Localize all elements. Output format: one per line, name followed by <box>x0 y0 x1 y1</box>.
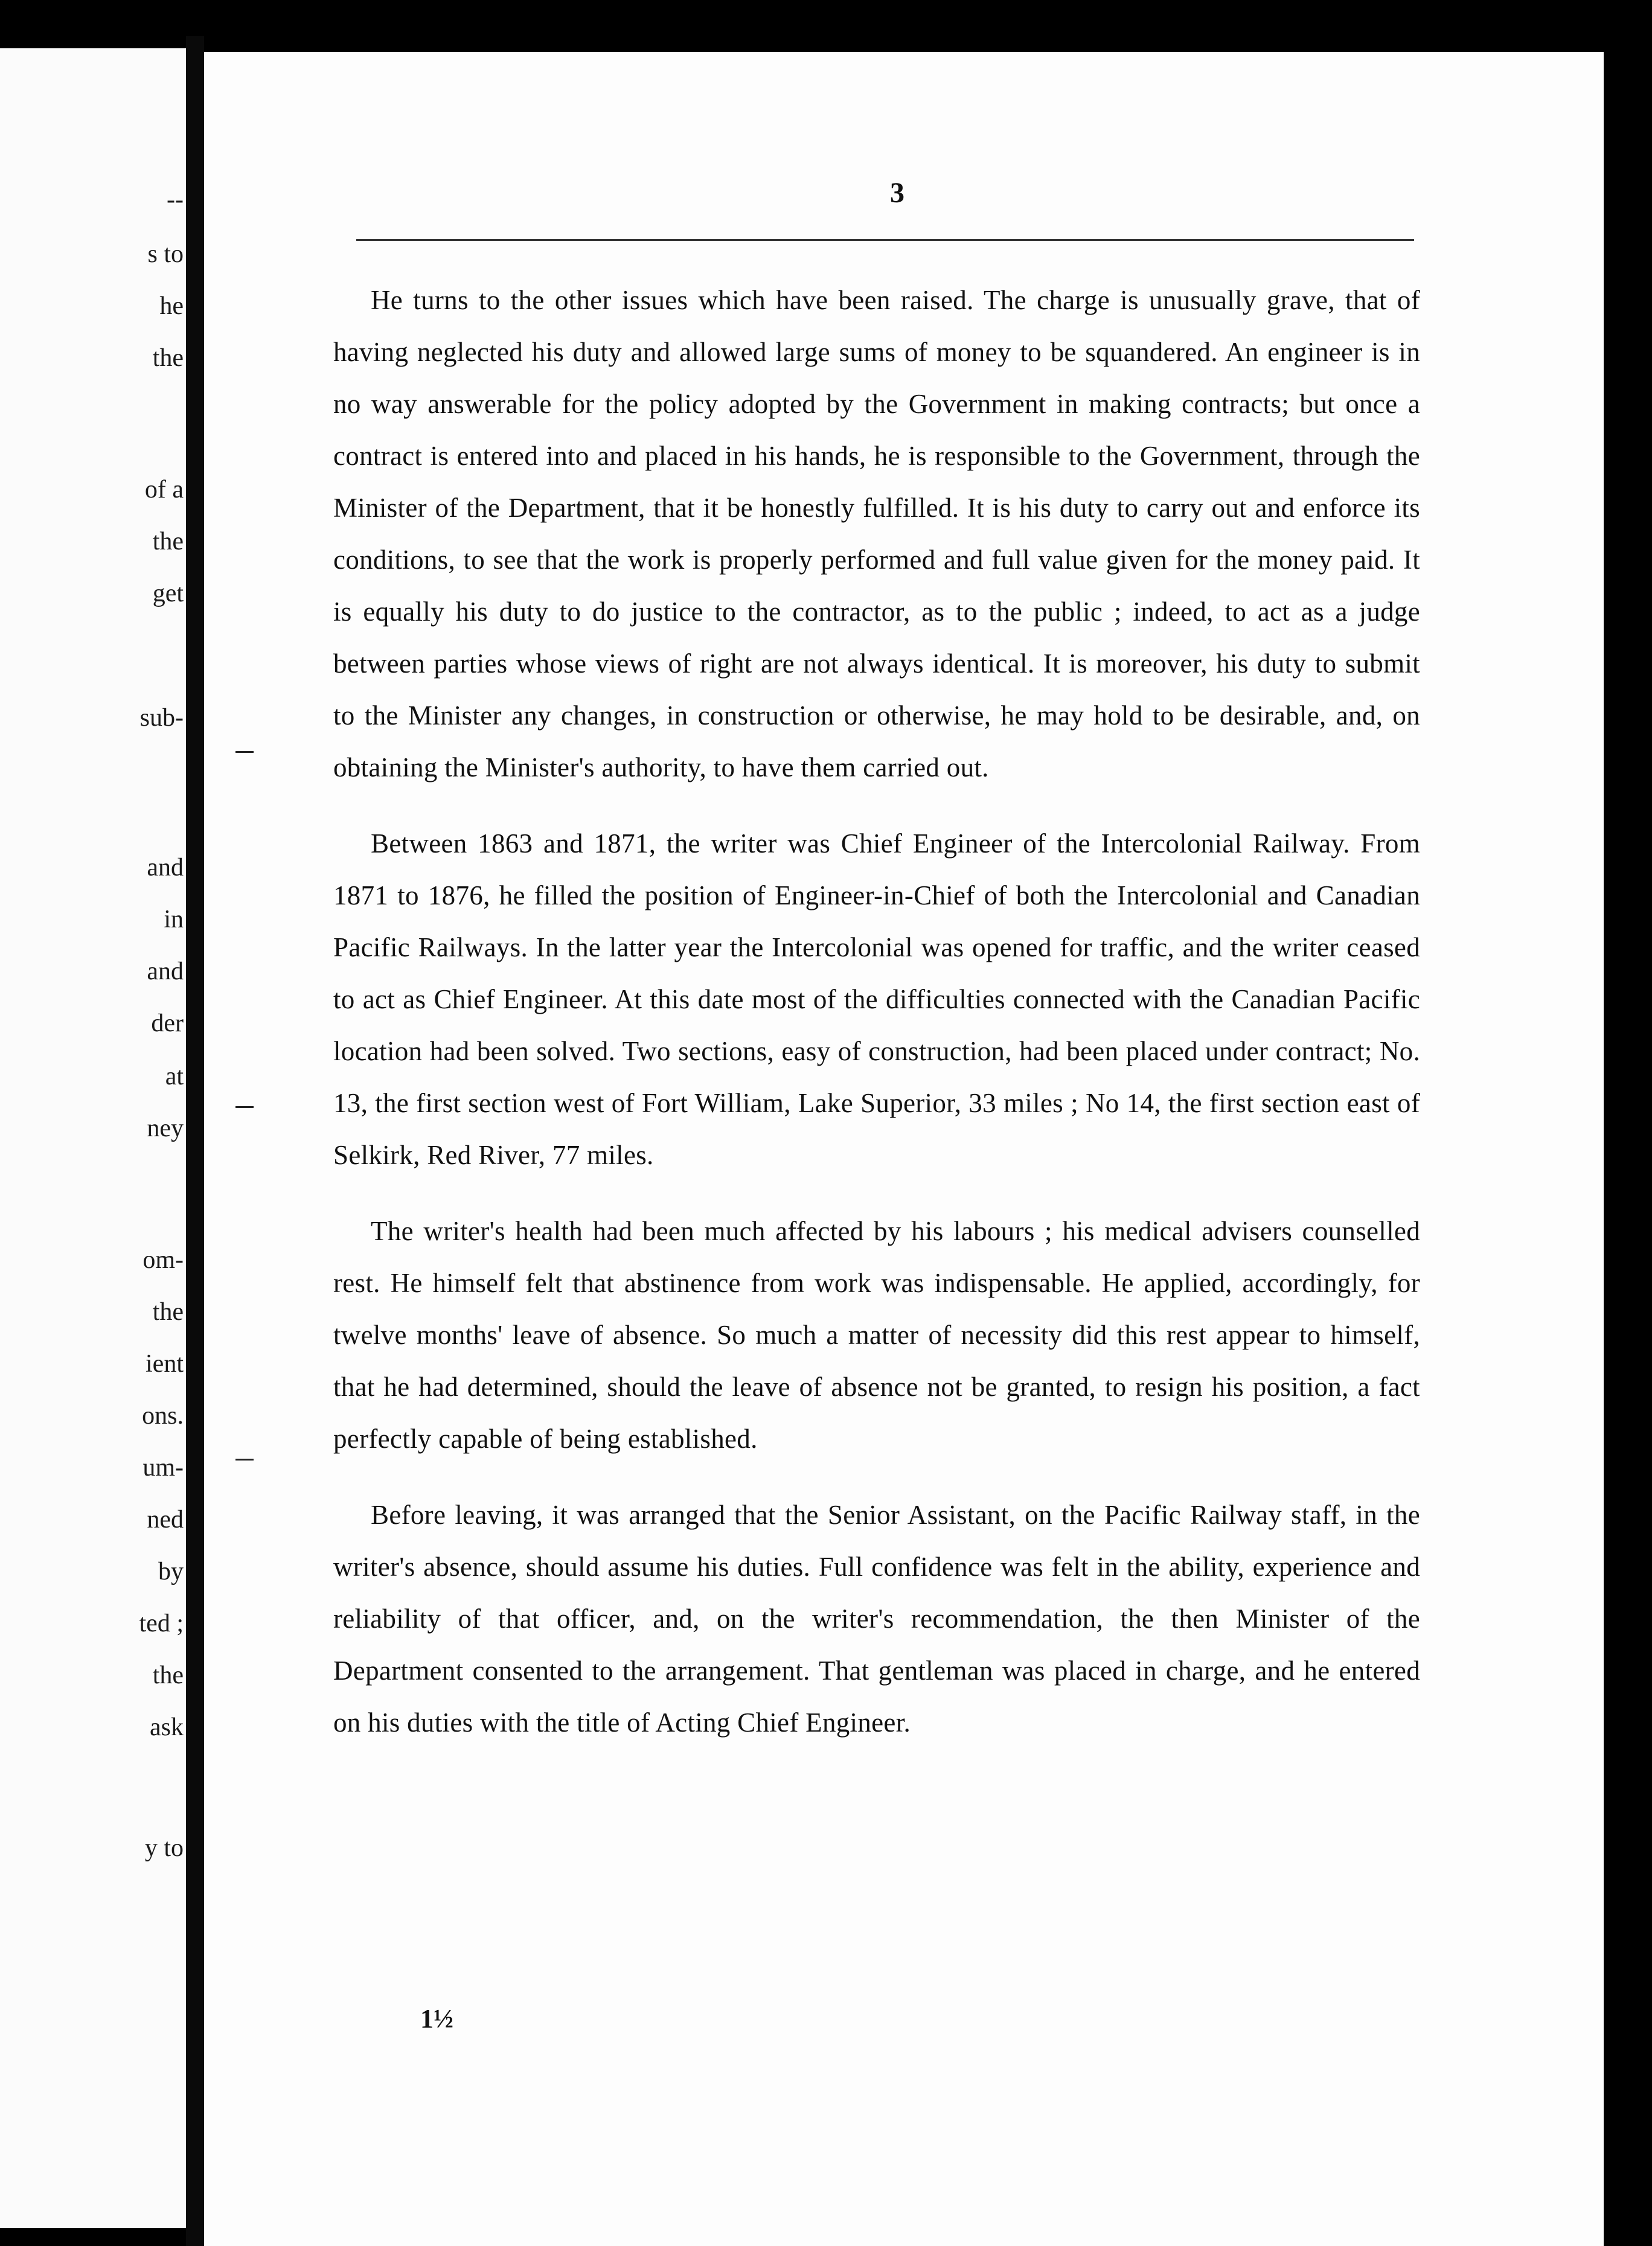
left-page-line-fragment: -- <box>167 186 184 214</box>
left-page-line-fragment: the <box>152 1298 184 1326</box>
book-gutter <box>186 36 204 2246</box>
page-number: 3 <box>890 177 904 209</box>
left-page-line-fragment: and <box>147 958 184 985</box>
left-page-line-fragment: ney <box>147 1115 184 1142</box>
paragraph-2: Between 1863 and 1871, the writer was Chief Engineer of the Intercolonial Railway. From 1871 to 1876, he filled the position of Engineer-in-Chief of both the Intercolonial and Canadian Pacific Railways. In the latter year the Intercolonial was opened for traffic, and the writer ceased to act as Chief Engineer. At this date most of the difficulties connected with the Canadian Pacific location had been solved. Two sections, easy of construction, had been placed under contract; No. 13, the first section west of Fort William, Lake Superior, 33 miles ; No 14, the first section east of Selkirk, Red River, 77 miles. <box>333 828 1420 1170</box>
left-page-line-fragment: sub- <box>139 704 184 732</box>
paragraph-3: The writer's health had been much affected by his labours ; his medical advisers counselled rest. He himself felt that abstinence from work was indispensable. He applied, accordingly, for twelve months' leave of absence. So much a matter of necessity did this rest appear to himself, that he had determined, should the leave of absence not be granted, to resign his position, a fact perfectly capable of being established. <box>333 1216 1420 1454</box>
paragraph-4: Before leaving, it was arranged that the Senior Assistant, on the Pacific Railway staff, in the writer's absence, should assume his duties. Full confidence was felt in the ability, experience and reliability of that officer, and, on the writer's recommendation, the then Minister of the Department consented to the arrangement. That gentleman was placed in charge, and he entered on his duties with the title of Acting Chief Engineer. <box>333 1500 1420 1738</box>
left-page-line-fragment: by <box>158 1558 184 1585</box>
left-page-line-fragment: um- <box>142 1454 184 1482</box>
margin-dash <box>235 751 254 753</box>
scan-edge-shadow <box>1616 0 1652 103</box>
left-page-line-fragment: ned <box>147 1506 184 1534</box>
left-page-line-fragment: in <box>164 906 184 933</box>
left-page-line-fragment: and <box>147 854 184 881</box>
document-page <box>204 52 1604 2246</box>
paragraph-1: He turns to the other issues which have been raised. The charge is unusually grave, that of having neglected his duty and allowed large sums of money to be squandered. An engineer is in no way answerable for the policy adopted by the Government in making contracts; but once a contract is entered into and placed in his hands, he is responsible to the Government, through the Minister of the Department, that it be honestly fulfilled. It is his duty to carry out and enforce its conditions, to see that the work is properly performed and full value given for the money paid. It is equally his duty to do justice to the contractor, as to the public ; indeed, to act as a judge between parties whose views of right are not always identical. It is moreover, his duty to submit to the Minister any changes, in construction or otherwise, he may hold to be desirable, and, on obtaining the Minister's authority, to have them carried out. <box>333 285 1420 782</box>
left-page-line-fragment: s to <box>147 240 184 268</box>
margin-dash <box>235 1459 254 1461</box>
left-page-line-fragment: he <box>159 292 184 320</box>
left-page-line-fragment: om- <box>142 1246 184 1274</box>
margin-dash <box>235 1106 254 1108</box>
left-page-line-fragment: at <box>165 1063 184 1090</box>
left-page-line-fragment: y to <box>144 1834 184 1862</box>
left-page-line-fragment: of a <box>144 476 184 504</box>
left-page-line-fragment: ons. <box>142 1402 184 1430</box>
signature-mark: 1½ <box>420 2004 453 2033</box>
left-page-line-fragment: ted ; <box>139 1610 184 1637</box>
left-page-line-fragment: der <box>151 1009 184 1037</box>
left-page-fragment <box>0 48 186 2228</box>
left-page-line-fragment: the <box>152 1662 184 1689</box>
left-page-line-fragment: get <box>152 580 184 607</box>
left-page-line-fragment: the <box>152 344 184 372</box>
left-page-line-fragment: the <box>152 528 184 555</box>
left-page-line-fragment: ask <box>150 1713 184 1741</box>
body-text <box>333 274 1420 1748</box>
left-page-line-fragment: ient <box>146 1350 184 1378</box>
header-rule <box>356 239 1414 241</box>
